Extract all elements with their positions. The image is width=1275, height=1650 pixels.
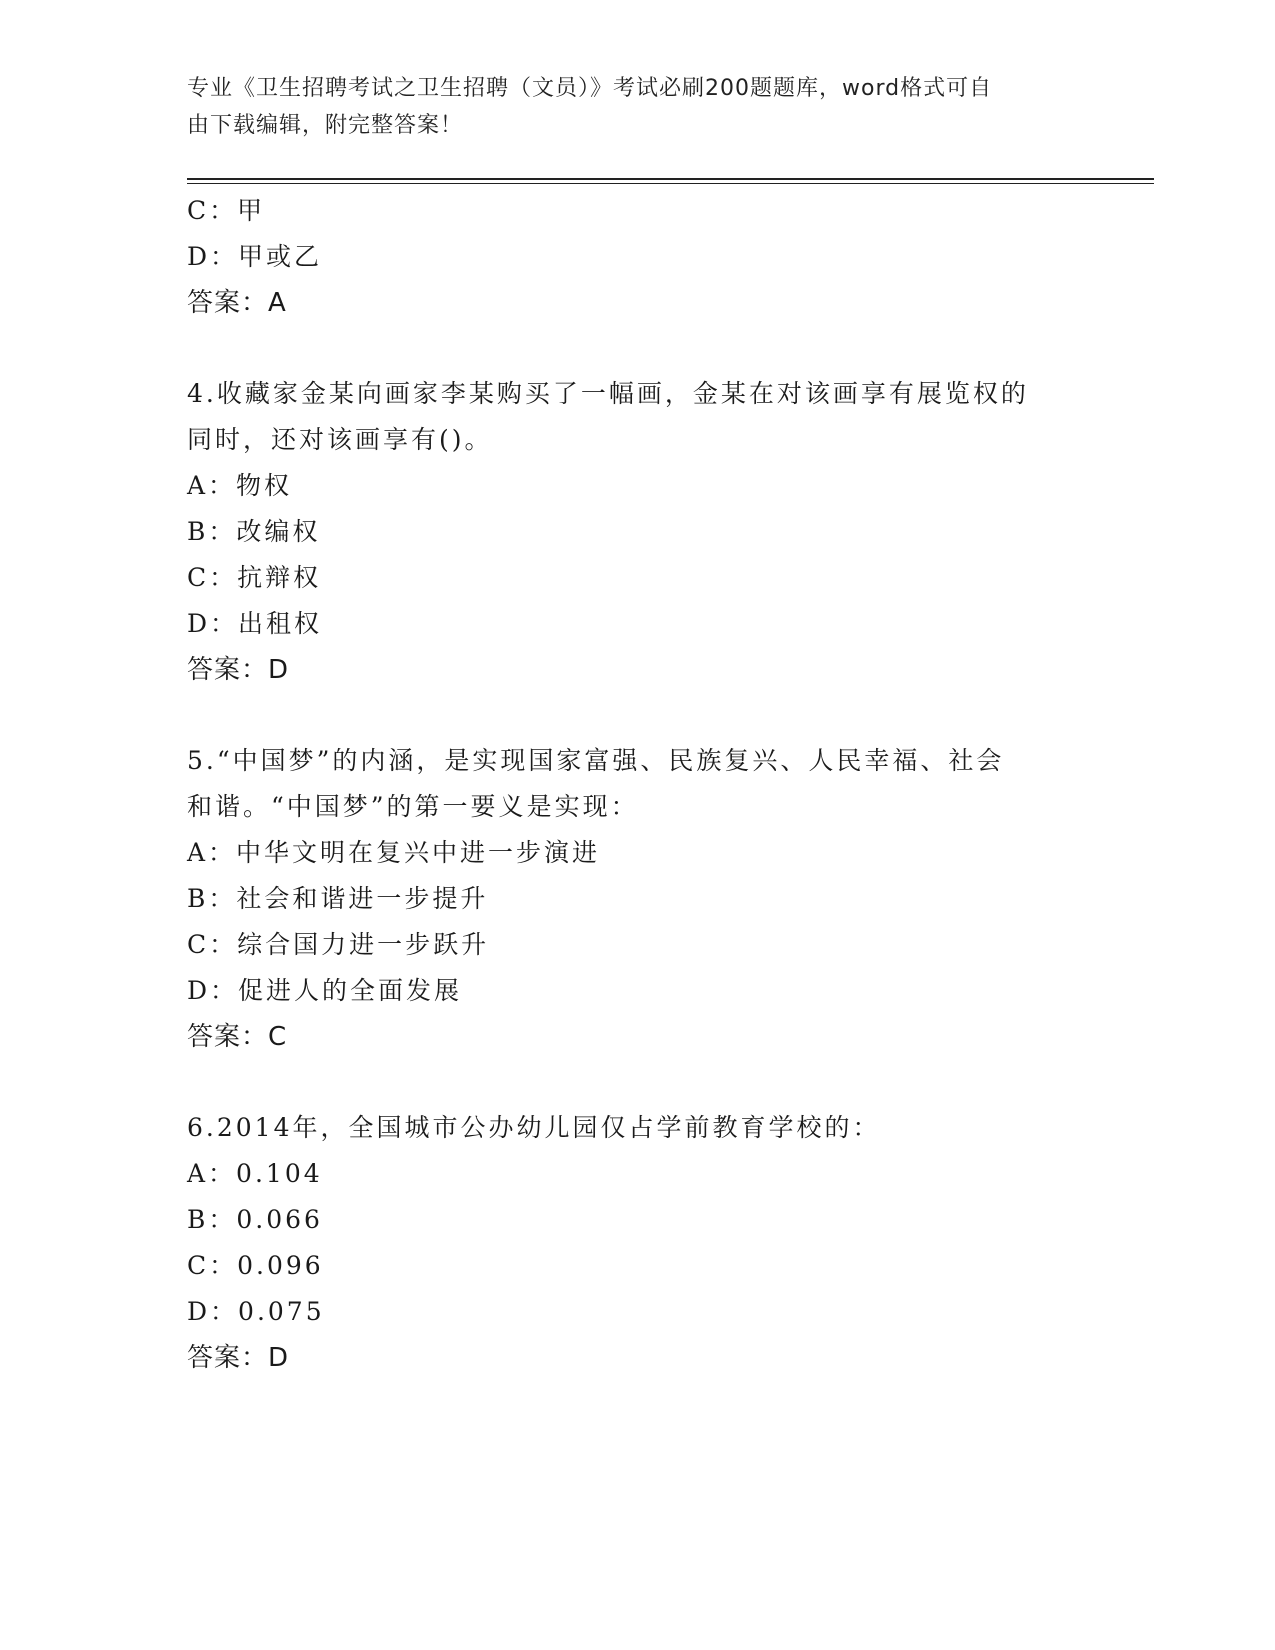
question-stem-line: 5.“中国梦”的内涵，是实现国家富强、民族复兴、人民幸福、社会	[187, 746, 1005, 775]
option-a: A：中华文明在复兴中进一步演进	[187, 838, 601, 867]
header-line-1: 专业《卫生招聘考试之卫生招聘（文员）》考试必刷200题题库，word格式可自	[187, 76, 993, 101]
question-stem-line: 同时，还对该画享有()。	[187, 425, 493, 454]
question-stem-line: 6.2014年，全国城市公办幼儿园仅占学前教育学校的：	[187, 1113, 881, 1142]
header-line-2: 由下载编辑，附完整答案！	[187, 113, 464, 138]
option-b: B：0.066	[187, 1205, 323, 1234]
option-c: C：0.096	[187, 1251, 324, 1280]
question-3-tail	[187, 188, 1087, 326]
answer-line: 答案：D	[187, 655, 290, 685]
option-d: D：0.075	[187, 1297, 325, 1326]
option-c: C：甲	[187, 196, 266, 225]
option-b: B：改编权	[187, 517, 321, 546]
option-d: D：促进人的全面发展	[187, 976, 463, 1005]
question-stem-line: 4.收藏家金某向画家李某购买了一幅画，金某在对该画享有展览权的	[187, 379, 1029, 408]
option-c: C：综合国力进一步跃升	[187, 930, 490, 959]
question-stem-line: 和谐。“中国梦”的第一要义是实现：	[187, 792, 639, 821]
answer-line: 答案：A	[187, 288, 287, 318]
question-5	[187, 738, 1087, 1060]
option-c: C：抗辩权	[187, 563, 322, 592]
answer-line: 答案：C	[187, 1022, 288, 1052]
page-header	[187, 70, 1067, 144]
question-6	[187, 1105, 1087, 1381]
document-body	[187, 188, 1087, 1381]
option-a: A：物权	[187, 471, 293, 500]
header-divider-thin	[187, 183, 1154, 184]
option-d: D：出租权	[187, 609, 323, 638]
header-divider-thick	[187, 178, 1154, 180]
option-b: B：社会和谐进一步提升	[187, 884, 489, 913]
option-a: A：0.104	[187, 1159, 323, 1188]
option-d: D：甲或乙	[187, 242, 323, 271]
question-4	[187, 371, 1087, 693]
answer-line: 答案：D	[187, 1343, 290, 1373]
